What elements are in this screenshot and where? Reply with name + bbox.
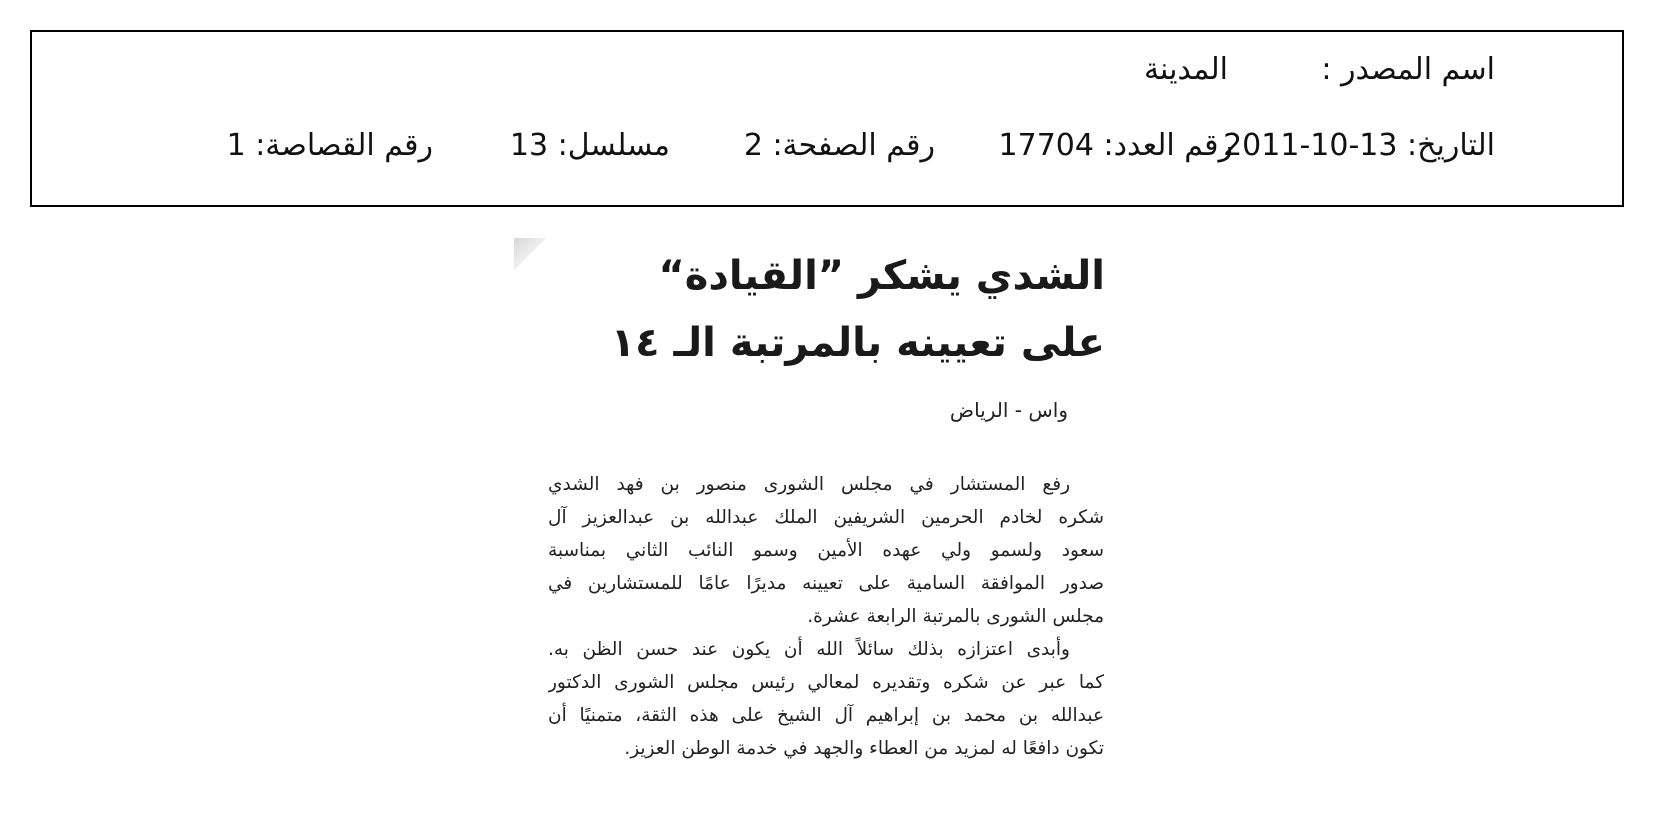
headline-line-2: على تعيينه بالمرتبة الـ ١٤ (610, 320, 1105, 366)
clipping-number-field: رقم القصاصة: 1 (226, 128, 433, 163)
body-line: عبدالله بن محمد بن إبراهيم آل الشيخ على هذه الثقة، متمنيًا أن (548, 705, 1104, 726)
body-line: شكره لخادم الحرمين الشريفين الملك عبدالله بن عبدالعزيز آل (548, 507, 1104, 528)
body-line: سعود ولسمو ولي عهده الأمين وسمو النائب الثاني بمناسبة (548, 540, 1104, 561)
source-label: اسم المصدر : (1321, 52, 1495, 87)
body-line: تكون دافعًا له لمزيد من العطاء والجهد في خدمة الوطن العزيز. (624, 738, 1104, 759)
issue-number-field: رقم العدد: 17704 (998, 128, 1233, 163)
source-value: المدينة (1143, 52, 1228, 87)
body-line: رفع المستشار في مجلس الشورى منصور بن فهد الشدي (548, 474, 1070, 495)
body-line: وأبدى اعتزازه بذلك سائلاً الله أن يكون عند حسن الظن به. (548, 639, 1070, 660)
clipping-corner-mark (514, 238, 546, 270)
article-body (548, 468, 1104, 765)
body-line: مجلس الشورى بالمرتبة الرابعة عشرة. (807, 606, 1104, 627)
body-line: صدور الموافقة السامية على تعيينه مديرًا عامًا للمستشارين في (548, 573, 1104, 594)
headline-line-1: الشدي يشكر ”القيادة“ (658, 253, 1105, 299)
page-number-field: رقم الصفحة: 2 (743, 128, 935, 163)
date-field: التاريخ: 13-10-2011 (1223, 128, 1495, 163)
body-line: كما عبر عن شكره وتقديره لمعالي رئيس مجلس الشورى الدكتور (548, 672, 1104, 693)
serial-number-field: مسلسل: 13 (509, 128, 670, 163)
byline: واس - الرياض (949, 398, 1068, 422)
